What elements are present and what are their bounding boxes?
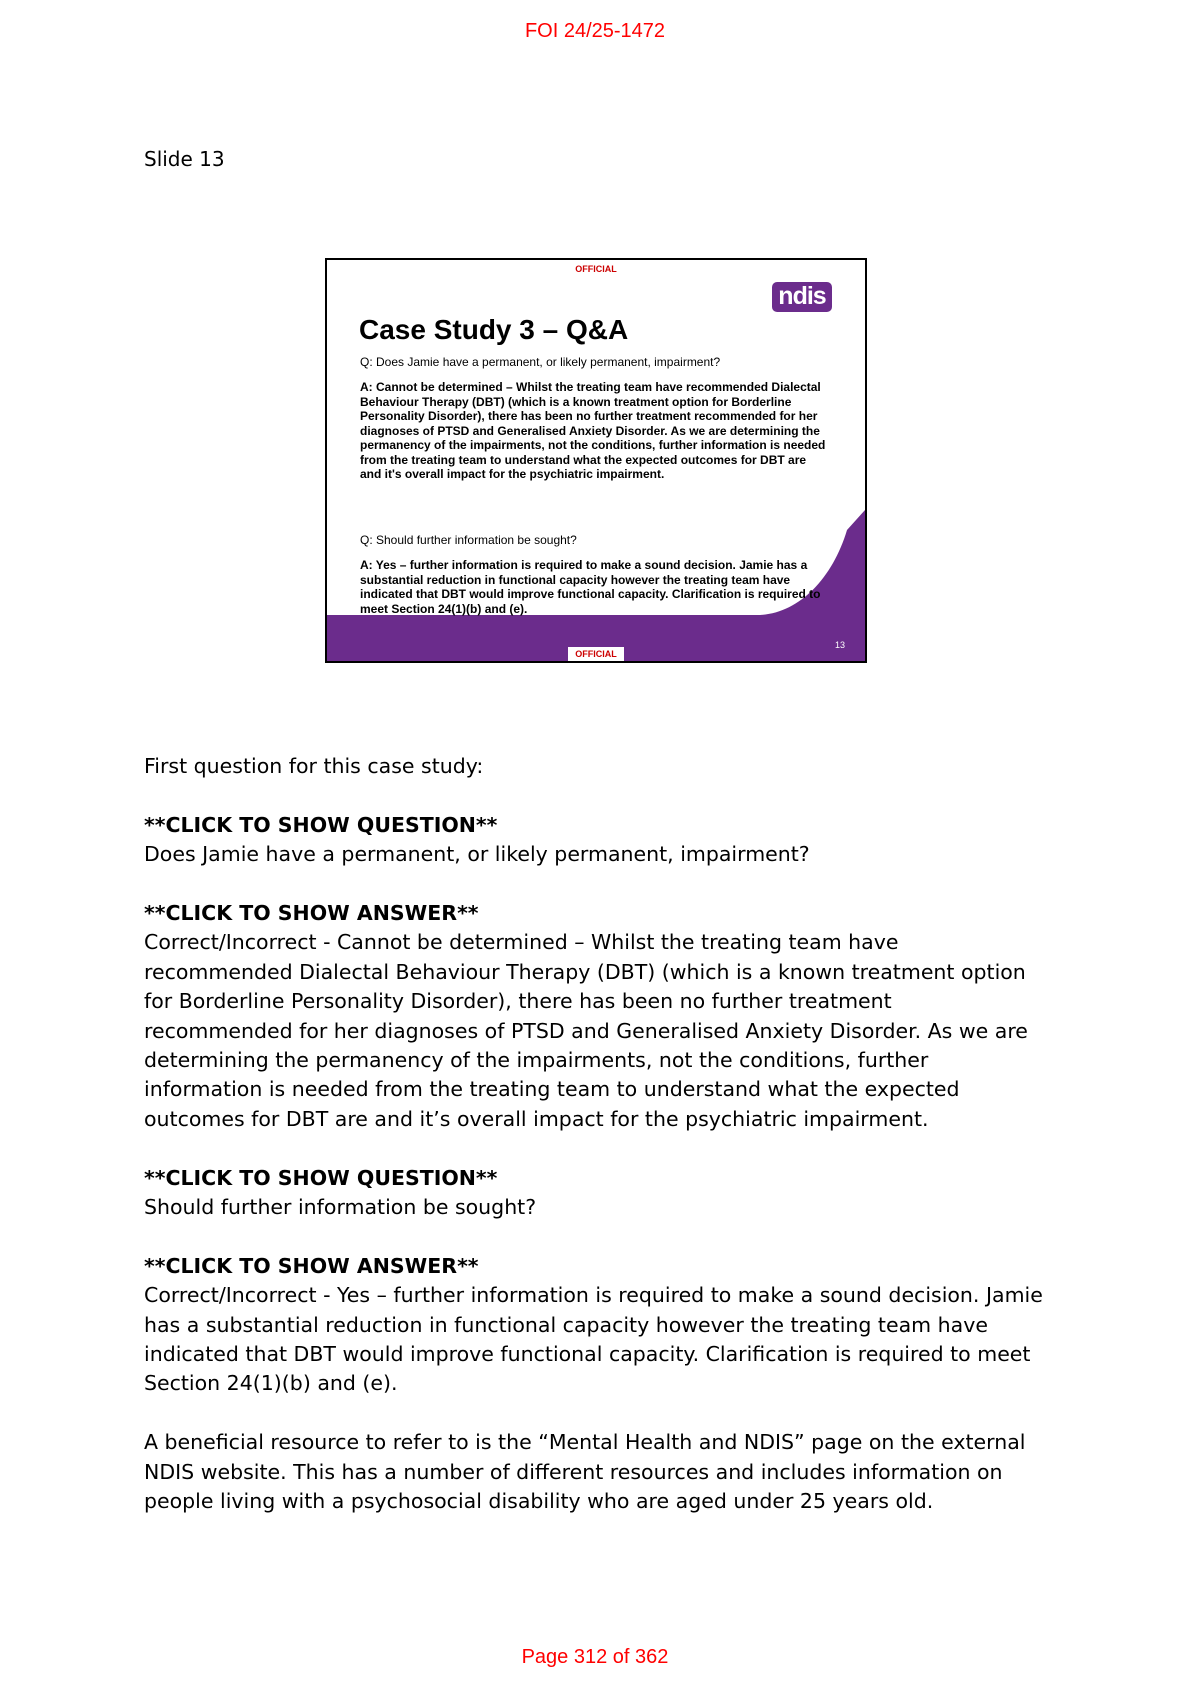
cue-show-question-2: **CLICK TO SHOW QUESTION** [144, 1165, 498, 1190]
notes-answer-1: Correct/Incorrect - Cannot be determined – Whilst the treating team have recommended Dialectal Behaviour Therapy (DBT) (which is a known treatment option for Borderline Personality Disorder), there has been no further treatment recommended for her diagnoses of PTSD and Generalised Anxiety Disorder. As we are determining the permanency of the impairments, not the conditions, further information is needed from the treating team to understand what the expected outcomes for DBT are and it’s overall impact for the psychiatric impairment. [144, 930, 1028, 1131]
notes-resource: A beneficial resource to refer to is the “Mental Health and NDIS” page on the external NDIS website. This has a number of different resources and includes information on people living with a psychosocial disability who are aged under 25 years old. [144, 1430, 1026, 1514]
notes-question-2: Should further information be sought? [144, 1195, 537, 1220]
notes-answer-1-block [144, 899, 1044, 1134]
cue-show-answer-2: **CLICK TO SHOW ANSWER** [144, 1253, 479, 1278]
notes-question-1: Does Jamie have a permanent, or likely permanent, impairment? [144, 842, 810, 867]
slide-title: Case Study 3 – Q&A [359, 314, 629, 345]
notes-intro: First question for this case study: [144, 754, 484, 778]
slide-official-marking-bottom: OFFICIAL [568, 647, 624, 661]
cue-show-question-1: **CLICK TO SHOW QUESTION** [144, 812, 498, 837]
slide-question-2: Q: Should further information be sought? [360, 533, 577, 547]
slide-number: 13 [835, 640, 846, 650]
slide-question-1: Q: Does Jamie have a permanent, or likely permanent, impairment? [360, 355, 721, 369]
slide-official-marking-top: OFFICIAL [575, 264, 617, 274]
notes-answer-2-block [144, 1252, 1044, 1399]
page-number: Page 312 of 362 [521, 1646, 669, 1668]
slide-answer-2: A: Yes – further information is required to make a sound decision. Jamie has a substantial reduction in functional capacity however the treating team have indicated that DBT would improve functional capacity. Clarification is required to meet Section 24(1)(b) and (e). [360, 558, 821, 616]
slide-answer-1: A: Cannot be determined – Whilst the treating team have recommended Dialectal Behaviour Therapy (DBT) (which is a known treatment option for Borderline Personality Disorder), there has been no further treatment recommended for her diagnoses of PTSD and Generalised Anxiety Disorder. As we are determining the permanency of the impairments, not the conditions, further information is needed from the treating team to understand what the expected outcomes for DBT are and it's overall impact for the psychiatric impairment. [360, 380, 826, 481]
slide-thumbnail [325, 258, 867, 663]
notes-question-2-block [144, 1164, 1044, 1223]
notes-answer-2: Correct/Incorrect - Yes – further information is required to make a sound decision. Jamie has a substantial reduction in functional capacity however the treating team have indicated that DBT would improve functional capacity. Clarification is required to meet Section 24(1)(b) and (e). [144, 1283, 1043, 1396]
cue-show-answer-1: **CLICK TO SHOW ANSWER** [144, 901, 479, 925]
slide-label: Slide 13 [144, 147, 225, 171]
ndis-logo: ndis [772, 282, 832, 312]
foi-reference: FOI 24/25-1472 [524, 20, 666, 42]
speaker-notes [144, 752, 1044, 1546]
notes-question-1-block [144, 811, 1044, 870]
